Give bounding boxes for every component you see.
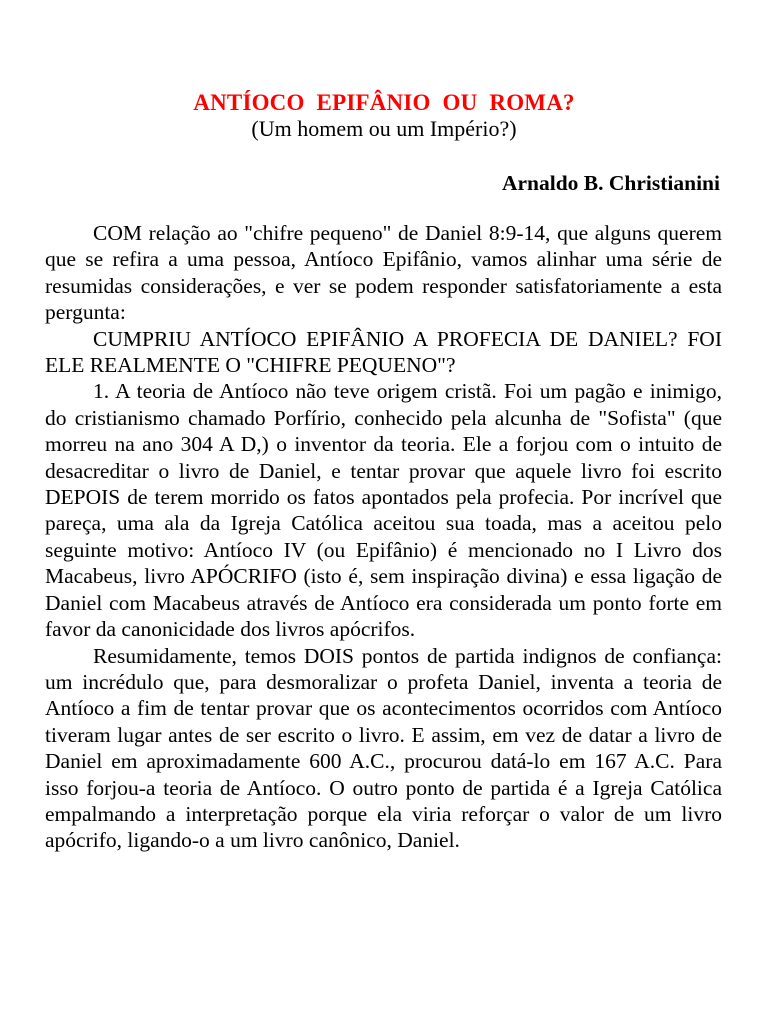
document-body (45, 220, 722, 854)
paragraph-question: CUMPRIU ANTÍOCO EPIFÂNIO A PROFECIA DE DANIEL? FOI ELE REALMENTE O "CHIFRE PEQUENO"? (45, 326, 722, 378)
document-subtitle: (Um homem ou um Império?) (251, 116, 517, 141)
paragraph-intro: COM relação ao "chifre pequeno" de Daniel 8:9-14, que alguns querem que se refira a uma pessoa, Antíoco Epifânio, vamos alinhar uma série de resumidas considerações, e ver se podem responder satisfatoriamente a esta pergunta: (45, 221, 722, 325)
document-title: ANTÍOCO EPIFÂNIO OU ROMA? (193, 90, 575, 115)
paragraph-summary: Resumidamente, temos DOIS pontos de partida indignos de confiança: um incrédulo que, para desmoralizar o profeta Daniel, inventa a teoria de Antíoco a fim de tentar provar que os acontecimentos ocorridos com Antíoco tiveram lugar antes de ser escrito o livro. E assim, em vez de datar a livro de Daniel em aproximadamente 600 A.C., procurou datá-lo em 167 A.C. Para isso forjou-a teoria de Antíoco. O outro ponto de partida é a Igreja Católica empalmando a interpretação porque ela viria reforçar o valor de um livro apócrifo, ligando-o a um livro canônico, Daniel. (45, 643, 722, 853)
document-author: Arnaldo B. Christianini (501, 171, 720, 195)
paragraph-point-1: 1. A teoria de Antíoco não teve origem cristã. Foi um pagão e inimigo, do cristianismo chamado Porfírio, conhecido pela alcunha de "Sofista" (que morreu na ano 304 A D,) o inventor da teoria. Ele a forjou com o intuito de desacreditar o livro de Daniel, e tentar provar que aquele livro foi escrito DEPOIS de terem morrido os fatos apontados pela profecia. Por incrível que pareça, uma ala da Igreja Católica aceitou sua toada, mas a aceitou pelo seguinte motivo: Antíoco IV (ou Epifânio) é mencionado no I Livro dos Macabeus, livro APÓCRIFO (isto é, sem inspiração divina) e essa ligação de Daniel com Macabeus através de Antíoco era considerada um ponto forte em favor da canonicidade dos livros apócrifos. (45, 379, 722, 642)
